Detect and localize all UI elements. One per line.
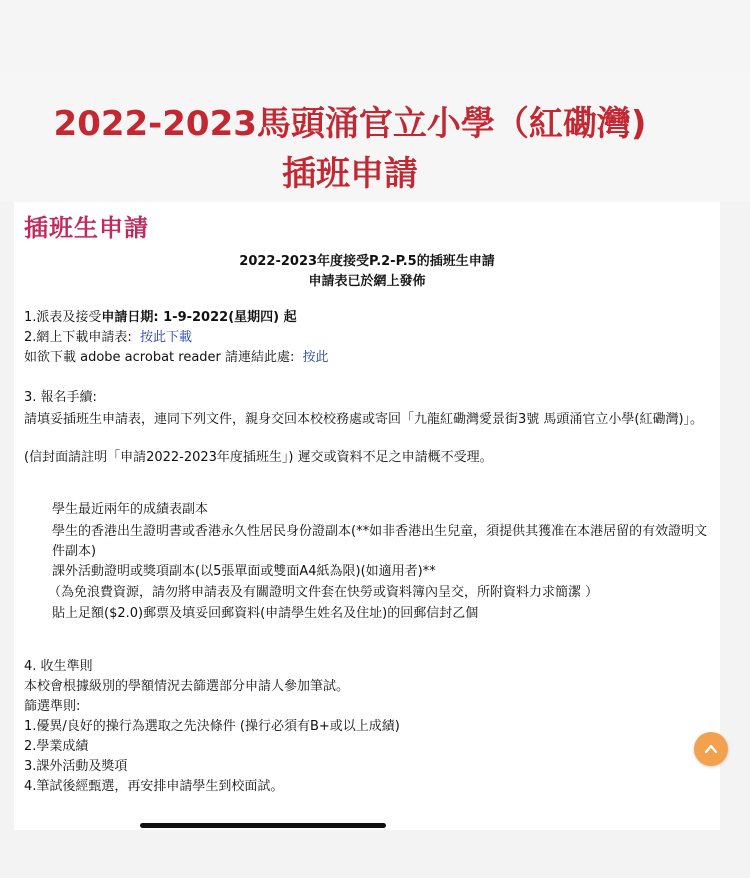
doc-item-3: 課外活動證明或獎項副本(以5張單面或雙面A4紙為限)(如適用者)** [52,564,436,579]
doc-item-5: 貼上足額($2.0)郵票及填妥回郵資料(申請學生姓名及住址)的回郵信封乙個 [52,606,479,621]
reader-line [24,350,329,366]
criteria-2: 2.學業成績 [24,739,89,754]
section3-note: (信封面請註明「申請2022-2023年度插班生」) 遲交或資料不足之申請概不受理。 [24,450,493,465]
banner-title [0,102,700,196]
section-heading: 插班生申請 [24,214,149,242]
doc-item-4: （為免浪費資源，請勿將申請表及有關證明文件套在快勞或資料簿內呈交，所附資料力求簡潔 ） [48,585,599,600]
criteria-4: 4.筆試後經甄選，再安排申請學生到校面試。 [24,779,284,794]
doc-item-1: 學生最近兩年的成績表副本 [52,502,209,517]
section4-text: 本校會根據級別的學額情況去篩選部分申請人參加筆試。 [24,679,350,694]
banner-title-line2: 插班申請 [282,154,418,194]
scroll-to-top-button[interactable] [694,732,728,766]
section4-title: 4. 收生準則 [24,659,93,674]
item2-prefix: 2.網上下載申請表: [24,330,132,345]
section3-text: 請填妥插班生申請表，連同下列文件，親身交回本校校務處或寄回「九龍紅磡灣愛景街3號 馬頭涌官立小學(紅磡灣)」。 [24,412,704,427]
criteria-1: 1.優異/良好的操行為選取之先決條件 (操行必須有B+或以上成績) [24,719,400,734]
download-link[interactable]: 按此下載 [139,330,192,345]
top-strip [0,0,750,72]
chevron-up-icon [704,742,718,756]
item2 [24,330,192,346]
doc-item-2: 學生的香港出生證明書或香港永久性居民身份證副本(**如非香港出生兒童，須提供其獲准在本港居留的有效證明文件副本) [52,524,708,559]
home-indicator [140,823,386,828]
subtitle-line2: 申請表已於網上發佈 [308,274,426,289]
criteria-3: 3.課外活動及獎項 [24,759,128,774]
item1-date: 申請日期: 1-9-2022(星期四) 起 [101,310,297,325]
item1-prefix: 1.派表及接受 [24,310,102,325]
banner-title-line1: 2022-2023馬頭涌官立小學（紅磡灣) [53,104,647,144]
content-card [14,202,720,830]
subtitle-line1: 2022-2023年度接受P.2-P.5的插班生申請 [239,254,495,269]
reader-prefix: 如欲下載 adobe acrobat reader 請連結此處: [24,350,295,365]
criteria-title: 篩選準則: [24,699,81,714]
item1 [24,310,297,326]
reader-link[interactable]: 按此 [302,350,329,365]
section3-title: 3. 報名手續: [24,390,97,405]
